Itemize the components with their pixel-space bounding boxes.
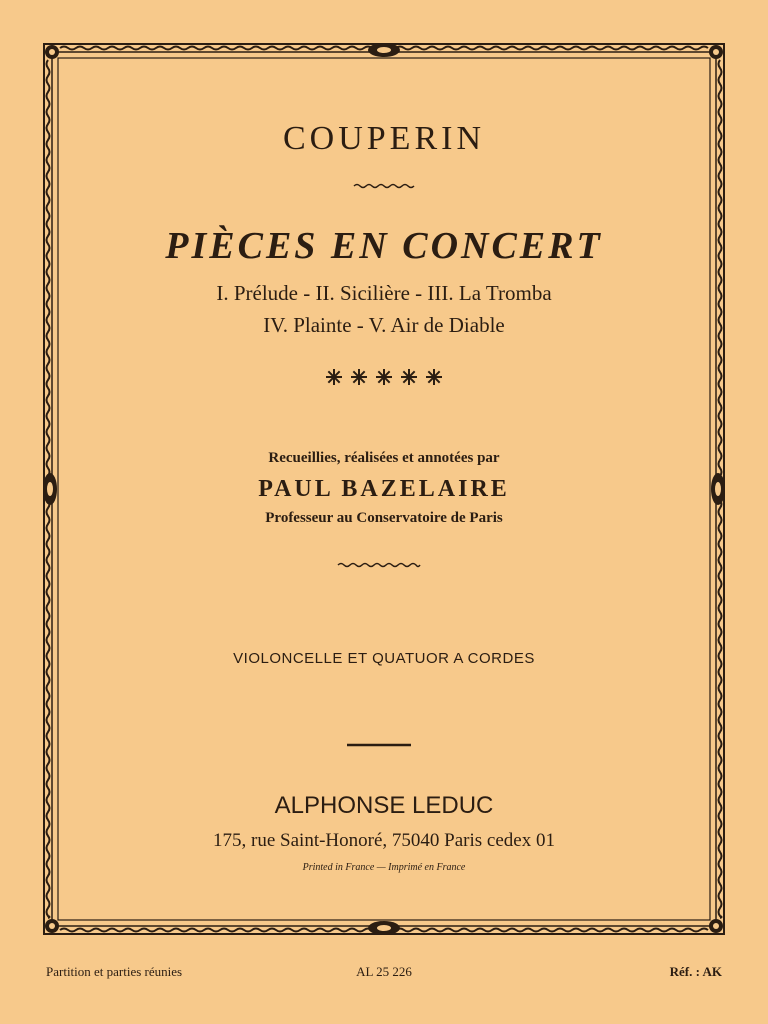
star-ornament-icon <box>376 369 392 385</box>
printed-in-note: Printed in France — Imprimé en France <box>302 862 466 873</box>
star-ornament-icon <box>401 369 417 385</box>
star-ornament-icon <box>426 369 442 385</box>
arranger-title: Professeur au Conservatoire de Paris <box>265 510 503 526</box>
corner-ornament-icon <box>709 45 723 59</box>
movements-line-2: IV. Plainte - V. Air de Diable <box>263 313 505 337</box>
corner-ornament-icon <box>45 45 59 59</box>
instrumentation: VIOLONCELLE ET QUATUOR A CORDES <box>233 650 535 667</box>
wavy-divider-icon <box>338 564 420 567</box>
bottom-center-ornament-icon <box>368 921 400 935</box>
footer-catalog-number: AL 25 226 <box>356 964 412 979</box>
wavy-divider-icon <box>354 185 414 188</box>
corner-ornament-icon <box>45 919 59 933</box>
arranger-name: PAUL BAZELAIRE <box>258 476 510 502</box>
movements-line-1: I. Prélude - II. Sicilière - III. La Tromba <box>216 281 552 305</box>
arranged-by-text: Recueillies, réalisées et annotées par <box>268 450 500 466</box>
composer-name: COUPERIN <box>282 120 486 157</box>
top-center-ornament-icon <box>368 43 400 57</box>
publisher-name: ALPHONSE LEDUC <box>274 792 494 819</box>
stars-divider-icon <box>326 369 442 385</box>
footer-edition-note: Partition et parties réunies <box>46 964 183 979</box>
star-ornament-icon <box>326 369 342 385</box>
corner-ornament-icon <box>709 919 723 933</box>
work-title: PIÈCES EN CONCERT <box>165 225 603 267</box>
publisher-address: 175, rue Saint-Honoré, 75040 Paris cedex 01 <box>213 830 555 851</box>
footer-reference: Réf. : AK <box>669 964 722 979</box>
star-ornament-icon <box>351 369 367 385</box>
